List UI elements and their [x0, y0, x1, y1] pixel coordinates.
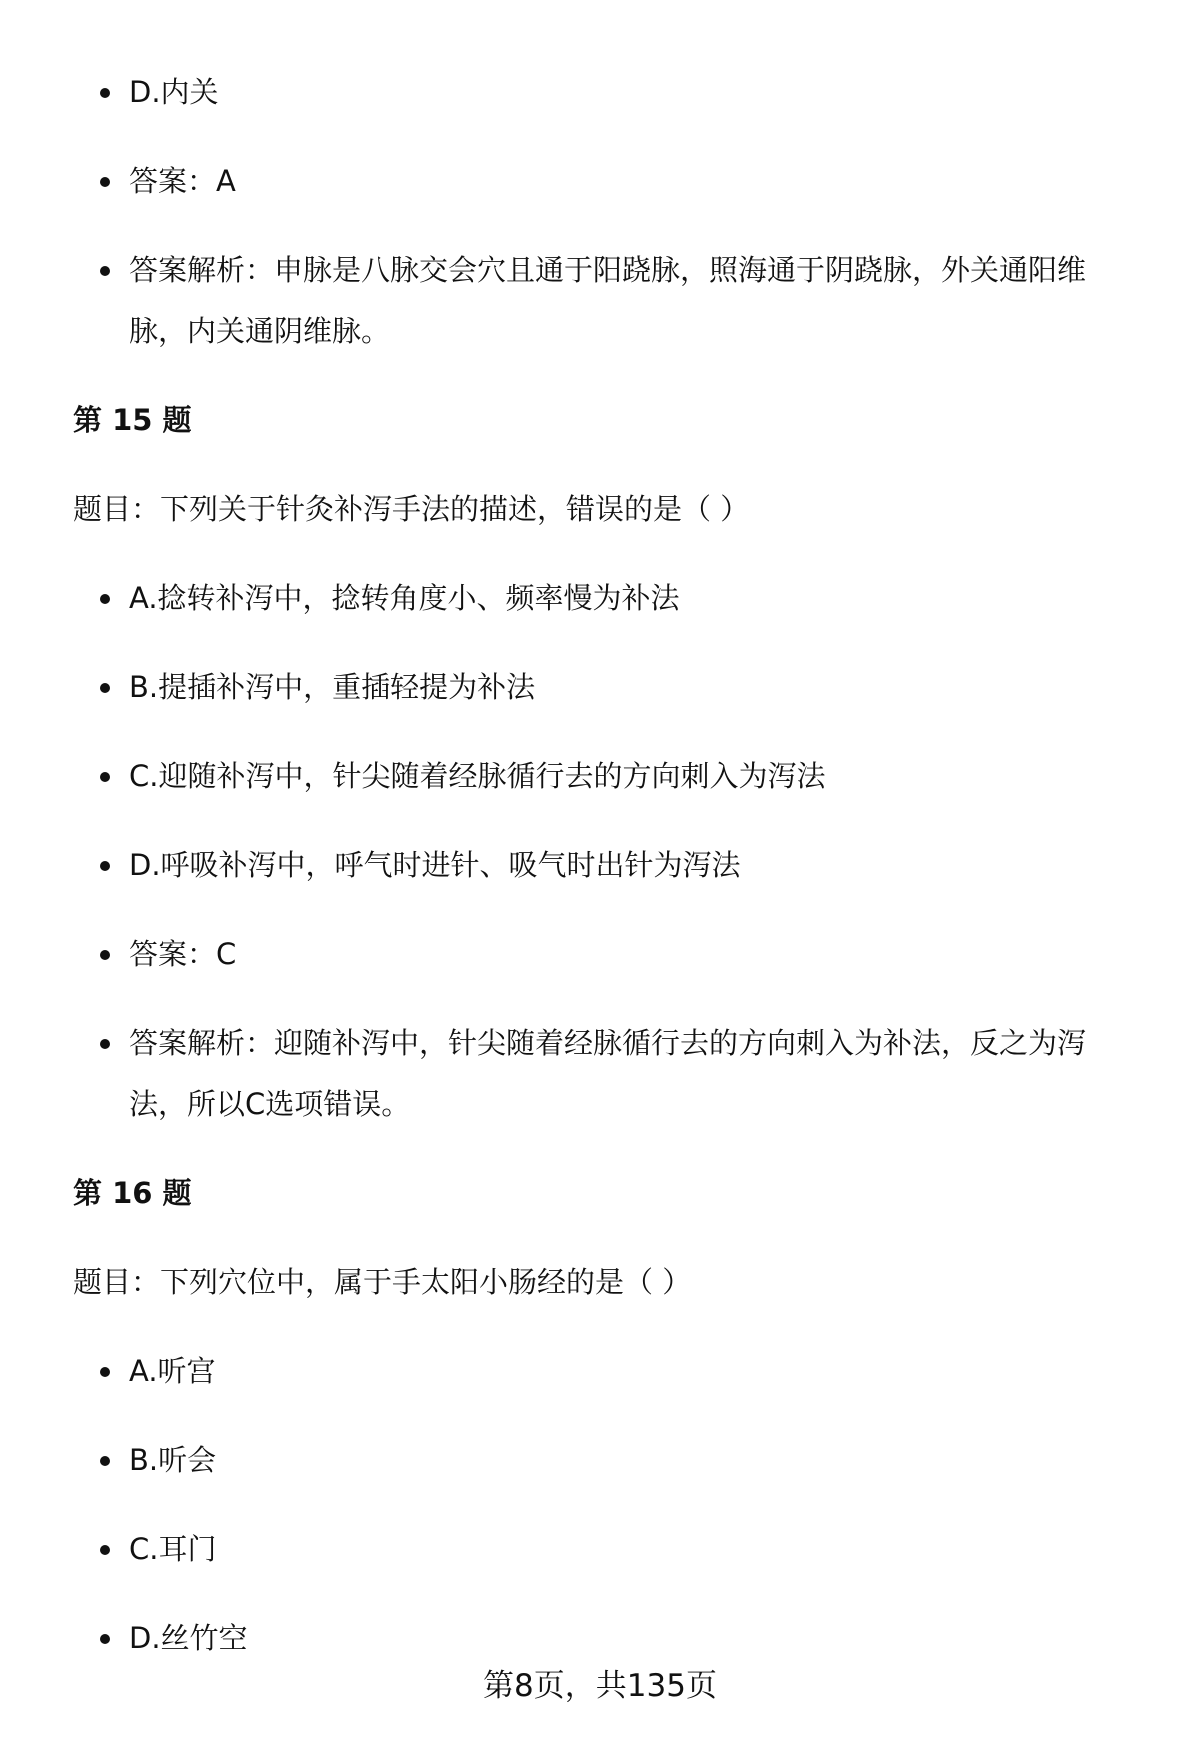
answer: 答案：A: [73, 151, 1133, 212]
answer-explanation: 答案解析：申脉是八脉交会穴且通于阳跷脉，照海通于阴跷脉，外关通阳维脉，内关通阴维脉。: [73, 240, 1133, 362]
option-c: C.耳门: [73, 1519, 1133, 1580]
question-heading: 第 15 题: [73, 403, 192, 437]
page-content: [73, 62, 1133, 1697]
answer: 答案：C: [73, 924, 1133, 985]
option-b: B.听会: [73, 1430, 1133, 1491]
page-number: 第8页，共135页: [483, 1668, 717, 1704]
option-a: A.捻转补泻中，捻转角度小、频率慢为补法: [73, 568, 1133, 629]
q15-list: [73, 568, 1133, 1135]
question-stem: 题目：下列穴位中，属于手太阳小肠经的是（ ）: [73, 1265, 692, 1299]
option-d: D.呼吸补泻中，呼气时进针、吸气时出针为泻法: [73, 835, 1133, 896]
option-d: D.内关: [73, 62, 1133, 123]
answer-explanation: 答案解析：迎随补泻中，针尖随着经脉循行去的方向刺入为补法，反之为泻法，所以C选项错误。: [73, 1013, 1133, 1135]
option-d: D.丝竹空: [73, 1608, 1133, 1669]
question-heading: 第 16 题: [73, 1176, 192, 1210]
option-b: B.提插补泻中，重插轻提为补法: [73, 657, 1133, 718]
option-c: C.迎随补泻中，针尖随着经脉循行去的方向刺入为泻法: [73, 746, 1133, 807]
q16-list: [73, 1341, 1133, 1669]
option-a: A.听宫: [73, 1341, 1133, 1402]
q14-tail-list: [73, 62, 1133, 362]
question-stem: 题目：下列关于针灸补泻手法的描述，错误的是（ ）: [73, 492, 750, 526]
